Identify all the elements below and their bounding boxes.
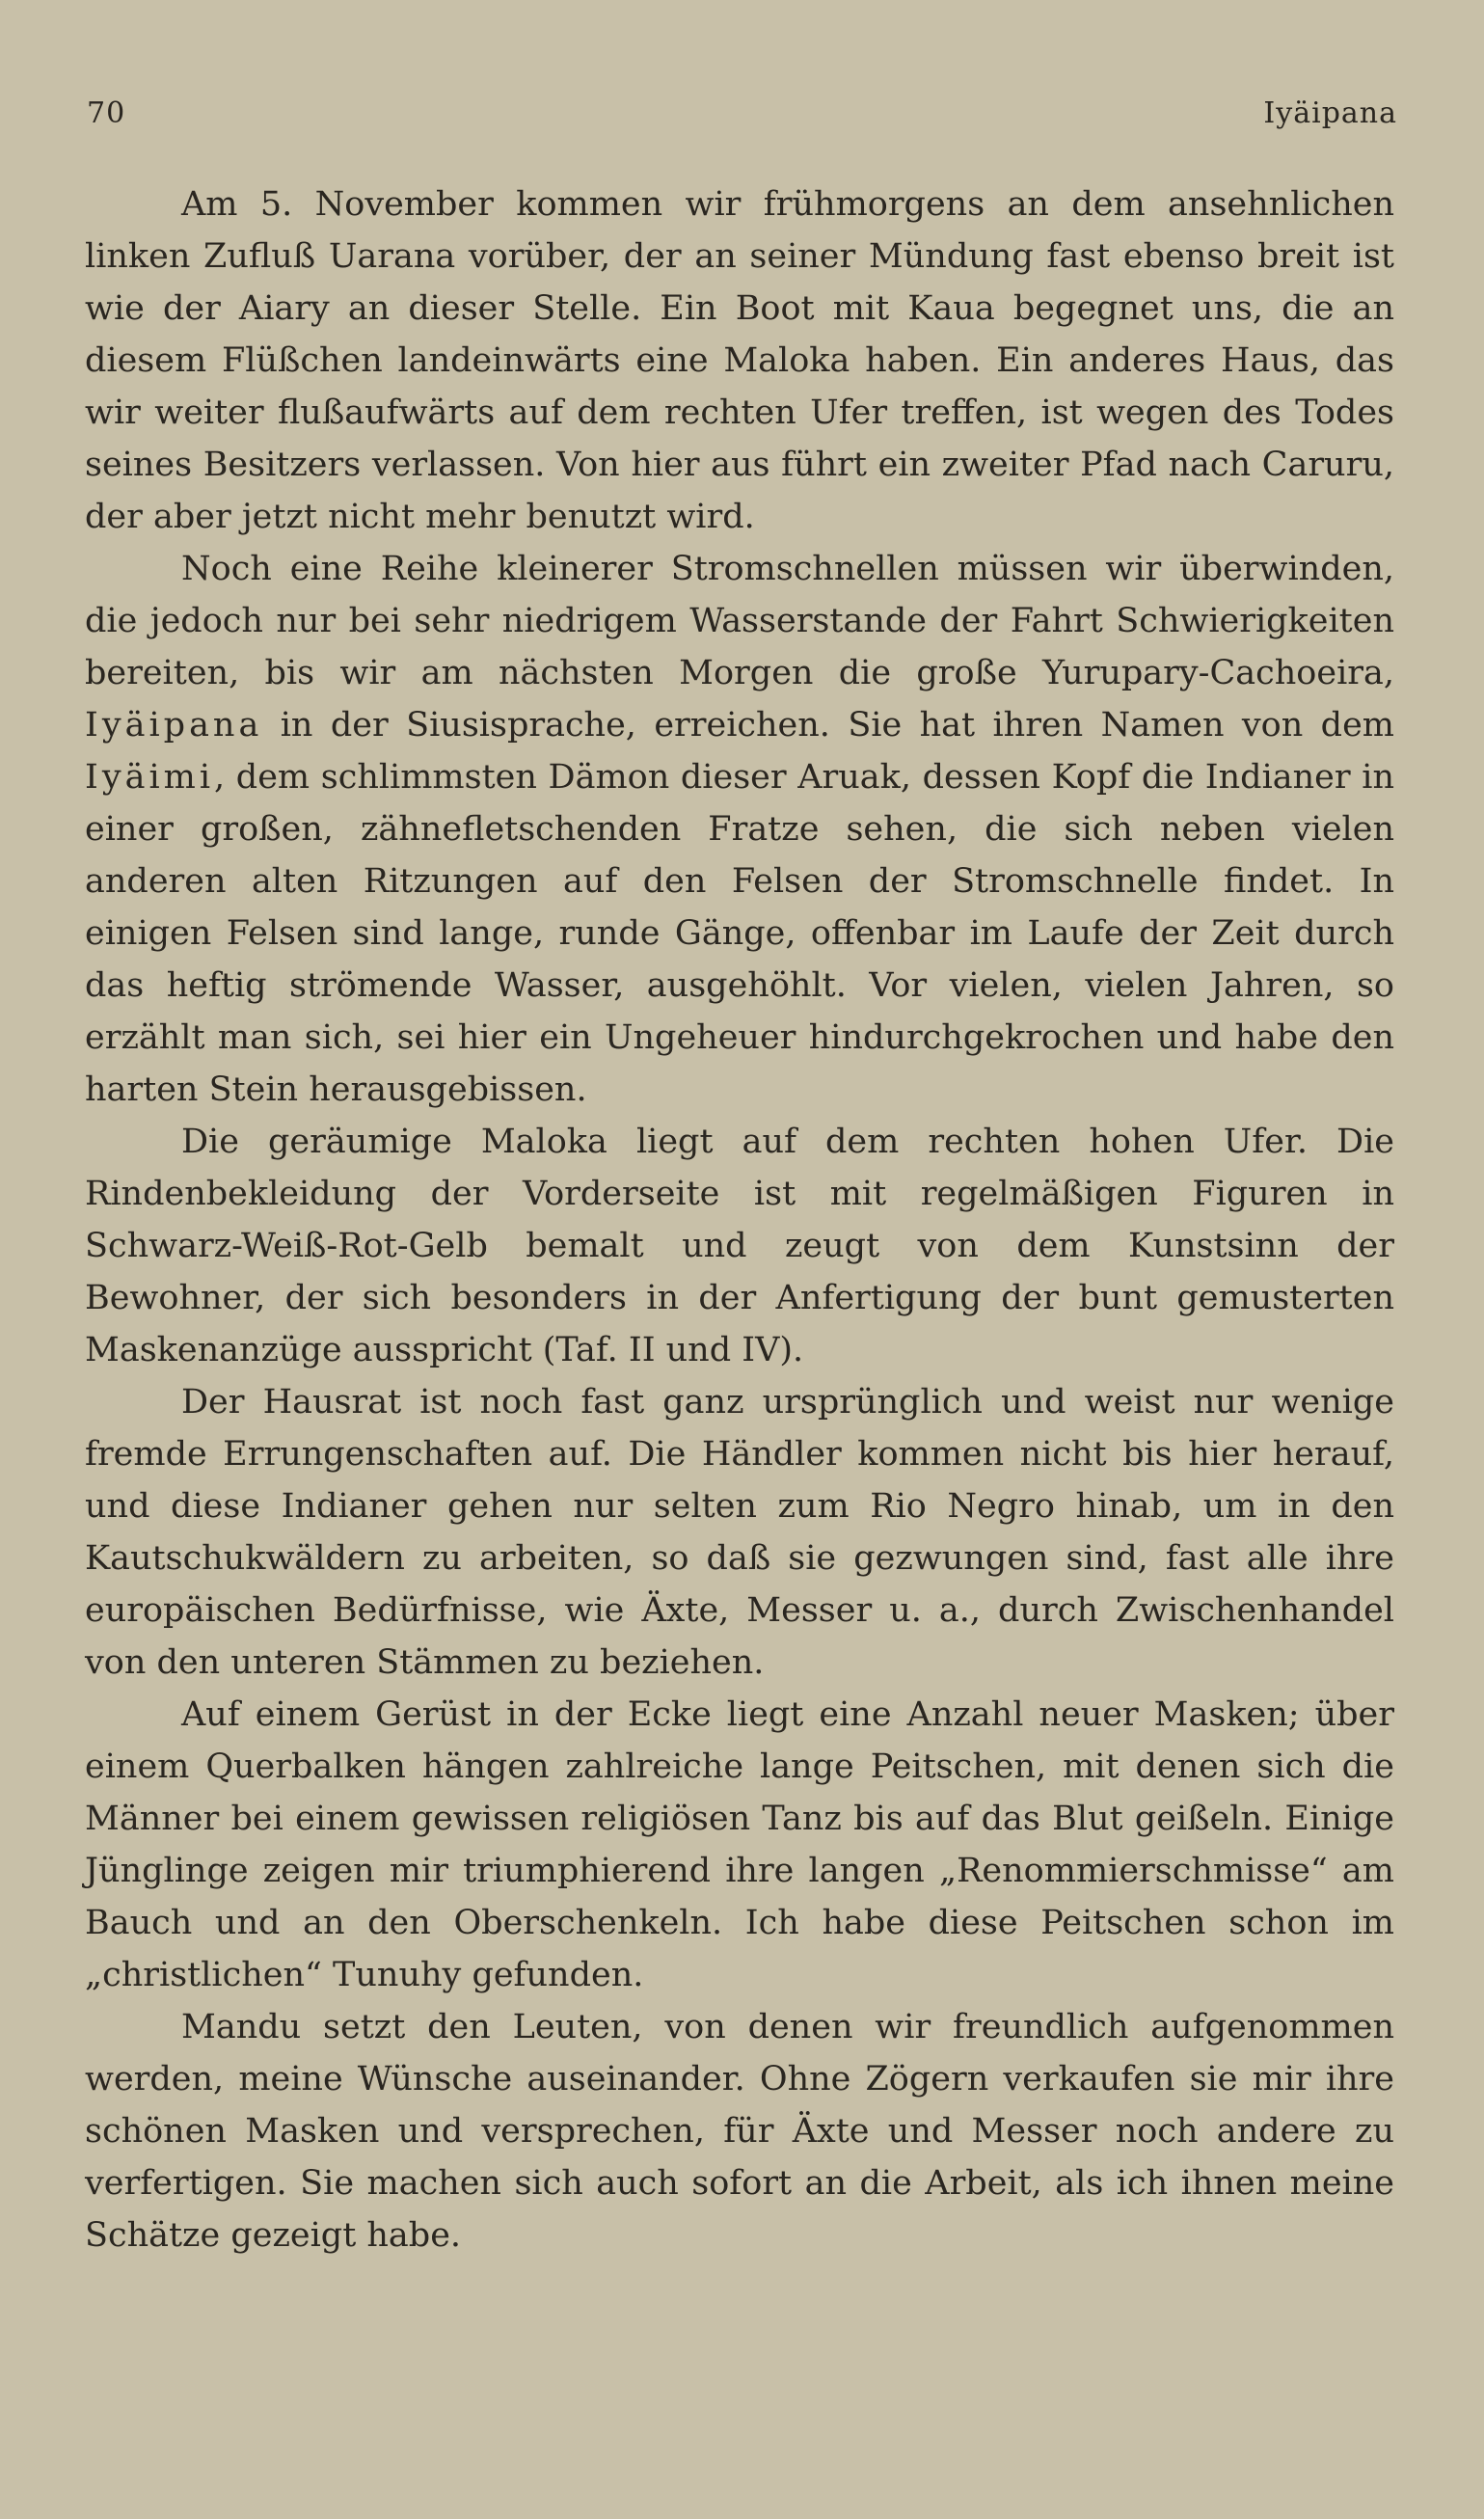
page-number: 70 xyxy=(87,96,126,130)
paragraph-2 xyxy=(85,543,1394,1116)
paragraph-1: Am 5. November kommen wir frühmorgens an dem ansehnlichen linken Zufluß Uarana vorüber, der an seiner Mündung fast ebenso breit ist wie der Aiary an dieser Stelle. Ein Boot mit Kaua begegnet uns, die an diesem Flüßchen landeinwärts eine Maloka haben. Ein anderes Haus, das wir weiter flußaufwärts auf dem rechten Ufer treffen, ist wegen des Todes seines Besitzers verlassen. Von hier aus führt ein zweiter Pfad nach Caruru, der aber jetzt nicht mehr benutzt wird. xyxy=(85,185,1394,536)
paragraph-2-part-1: Noch eine Reihe kleinerer Stromschnellen müssen wir überwinden, die jedoch nur bei sehr niedrigem Wasserstande der Fahrt Schwierigkeiten bereiten, bis wir am nächsten Morgen die große Yurupary-Cachoeira, xyxy=(85,550,1394,692)
body-text xyxy=(85,178,1394,2262)
paragraph-2-part-2: in der Siusisprache, erreichen. Sie hat ihren Namen von dem xyxy=(262,706,1394,745)
paragraph-5: Auf einem Gerüst in der Ecke liegt eine Anzahl neuer Masken; über einem Querbalken hängen zahlreiche lange Peitschen, mit denen sich die Männer bei einem gewissen religiösen Tanz bis auf das Blut geißeln. Einige Jünglinge zeigen mir triumphierend ihre langen „Renommierschmisse“ am Bauch und an den Oberschenkeln. Ich habe diese Peitschen schon im „christlichen“ Tunuhy gefunden. xyxy=(85,1695,1394,1994)
paragraph-6: Mandu setzt den Leuten, von denen wir freundlich aufgenommen werden, meine Wünsche auseinander. Ohne Zögern verkaufen sie mir ihre schönen Masken und versprechen, für Äxte und Messer noch andere zu verfertigen. Sie machen sich auch sofort an die Arbeit, als ich ihnen meine Schätze gezeigt habe. xyxy=(85,2008,1394,2255)
term-iyaimi: Iyäimi xyxy=(85,758,215,797)
paragraph-4: Der Hausrat ist noch fast ganz ursprünglich und weist nur wenige fremde Errungenschaften auf. Die Händler kommen nicht bis hier herauf, und diese Indianer gehen nur selten zum Rio Negro hinab, um in den Kautschukwäldern zu arbeiten, so daß sie gezwungen sind, fast alle ihre europäischen Bedürfnisse, wie Äxte, Messer u. a., durch Zwischenhandel von den unteren Stämmen zu beziehen. xyxy=(85,1383,1394,1682)
paragraph-3: Die geräumige Maloka liegt auf dem rechten hohen Ufer. Die Rindenbekleidung der Vorderseite ist mit regelmäßigen Figuren in Schwarz-Weiß-Rot-Gelb bemalt und zeugt von dem Kunstsinn der Bewohner, der sich besonders in der Anfertigung der bunt gemusterten Maskenanzüge ausspricht (Taf. II und IV). xyxy=(85,1123,1394,1369)
paragraph-2-part-3: , dem schlimmsten Dämon dieser Aruak, dessen Kopf die Indianer in einer großen, zähnefletschenden Fratze sehen, die sich neben vielen anderen alten Ritzungen auf den Felsen der Stromschnelle findet. In einigen Felsen sind lange, runde Gänge, offenbar im Laufe der Zeit durch das heftig strömende Wasser, ausgehöhlt. Vor vielen, vielen Jahren, so erzählt man sich, sei hier ein Ungeheuer hindurchgekrochen und habe den harten Stein herausgebissen. xyxy=(85,758,1394,1109)
term-iyaipana: Iyäipana xyxy=(85,706,263,745)
running-head: Iyäipana xyxy=(1263,96,1397,130)
